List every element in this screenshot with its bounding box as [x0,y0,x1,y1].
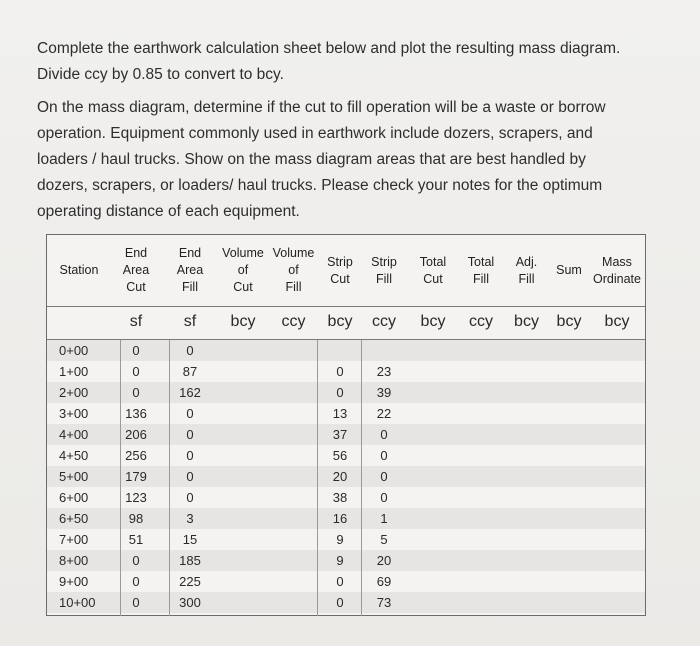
cell-strip-cut: 16 [332,511,348,526]
cell-strip-cut: 38 [332,490,348,505]
cell-strip-fill [360,340,408,361]
cell-strip-cut: 0 [336,574,344,589]
cell-strip-fill: 5 [380,532,388,547]
cell-end-area-cut: 206 [125,427,147,442]
cell-strip-cut: 37 [332,427,348,442]
unit-strip-cut: bcy [327,313,353,330]
header-strip-fill: Strip Fill [371,254,397,286]
table-row [47,403,645,424]
cell-strip-fill: 39 [376,385,392,400]
cell-station: 2+00 [59,385,89,400]
header-end-area-fill: End Area Fill [176,246,204,294]
cell-station: 4+50 [59,448,89,463]
cell-end-area-fill: 185 [179,553,201,568]
unit-volume-cut: bcy [230,313,256,330]
table-row [47,529,645,550]
cell-end-area-fill: 87 [182,364,198,379]
cell-end-area-cut: 51 [128,532,144,547]
cell-end-area-cut: 0 [132,574,140,589]
cell-strip-cut: 13 [332,406,348,421]
cell-strip-fill: 0 [380,469,388,484]
cell-strip-fill: 1 [380,511,388,526]
cell-end-area-cut: 123 [125,490,147,505]
unit-adj-fill: bcy [514,313,539,330]
cell-strip-cut: 56 [332,448,348,463]
table-row [47,571,645,592]
table-row [47,487,645,508]
earthwork-table [46,234,646,616]
cell-end-area-fill: 0 [186,490,194,505]
cell-strip-fill: 0 [380,448,388,463]
table-row [47,550,645,571]
cell-station: 3+00 [59,406,89,421]
cell-end-area-cut: 0 [132,364,140,379]
table-row [47,382,645,403]
unit-total-fill: ccy [469,313,493,330]
cell-strip-fill: 73 [376,595,392,610]
cell-strip-cut: 9 [336,553,344,568]
cell-end-area-cut: 179 [125,469,147,484]
cell-strip-cut: 20 [332,469,348,484]
header-station: Station [59,263,99,277]
unit-mass-ordinate: bcy [604,313,630,330]
cell-end-area-fill: 0 [186,427,194,442]
column-divider [317,340,318,616]
cell-station: 4+00 [59,427,89,442]
cell-end-area-fill: 300 [179,595,201,610]
instruction-paragraph-2: On the mass diagram, determine if the cut to fill operation will be a waste or borrow operation. Equipment commonly used in earthwork include dozers, scrapers, and loaders / haul trucks. Show on the mass diagram areas that are best handled by dozers, scrapers, or loaders/ haul trucks. Please check your notes for the optimum operating distance of each equipment. [37,99,606,220]
unit-strip-fill: ccy [372,313,396,330]
unit-station [47,307,111,337]
cell-end-area-cut: 136 [125,406,147,421]
column-divider [169,340,170,616]
unit-sum: bcy [556,313,582,330]
cell-end-area-fill: 0 [186,448,194,463]
cell-end-area-cut: 0 [132,595,140,610]
cell-strip-fill: 0 [380,490,388,505]
unit-volume-fill: ccy [281,313,306,330]
cell-end-area-cut: 0 [132,343,140,358]
cell-station: 10+00 [59,595,96,610]
header-volume-fill: Volume of Fill [272,246,315,294]
cell-strip-fill: 20 [376,553,392,568]
cell-station: 1+00 [59,364,89,379]
table-row [47,361,645,382]
cell-end-area-cut: 98 [128,511,144,526]
cell-end-area-cut: 256 [125,448,147,463]
header-total-fill: Total Fill [467,254,495,286]
header-adj-fill: Adj. Fill [515,254,538,286]
cell-station: 0+00 [59,343,89,358]
cell-end-area-fill: 225 [179,574,201,589]
unit-total-cut: bcy [420,313,446,330]
table-units-row [47,307,645,337]
cell-end-area-cut: 0 [132,553,140,568]
cell-station: 9+00 [59,574,89,589]
cell-end-area-fill: 0 [186,343,194,358]
unit-end-area-fill: sf [183,313,197,330]
cell-strip-cut [320,340,360,361]
header-sum: Sum [556,263,582,277]
cell-end-area-fill: 0 [186,406,194,421]
cell-end-area-fill: 0 [186,469,194,484]
table-row [47,466,645,487]
cell-strip-fill: 69 [376,574,392,589]
cell-end-area-fill: 15 [182,532,198,547]
instruction-paragraph-1: Complete the earthwork calculation sheet below and plot the resulting mass diagram. Divide ccy by 0.85 to convert to bcy. [37,40,621,83]
cell-station: 6+00 [59,490,89,505]
cell-station: 8+00 [59,553,89,568]
header-end-area-cut: End Area Cut [122,246,150,294]
table-row [47,508,645,529]
cell-strip-fill: 23 [376,364,392,379]
column-divider [361,340,362,616]
header-mass-ordinate: Mass Ordinate [593,254,641,286]
column-divider [120,340,121,616]
header-volume-cut: Volume of Cut [222,246,264,294]
cell-station: 6+50 [59,511,89,526]
cell-strip-fill: 0 [380,427,388,442]
unit-end-area-cut: sf [129,313,143,330]
cell-strip-cut: 0 [336,364,344,379]
table-header-row [47,235,645,306]
header-total-cut: Total Cut [419,254,447,286]
cell-strip-fill: 22 [376,406,392,421]
cell-strip-cut: 0 [336,595,344,610]
cell-station: 7+00 [59,532,89,547]
cell-strip-cut: 9 [336,532,344,547]
table-row [47,445,645,466]
table-row [47,340,645,361]
cell-end-area-fill: 3 [186,511,194,526]
cell-strip-cut: 0 [336,385,344,400]
cell-end-area-cut: 0 [132,385,140,400]
table-row [47,592,645,613]
table-row [47,424,645,445]
header-strip-cut: Strip Cut [327,254,353,286]
cell-station: 5+00 [59,469,89,484]
cell-end-area-fill: 162 [179,385,201,400]
